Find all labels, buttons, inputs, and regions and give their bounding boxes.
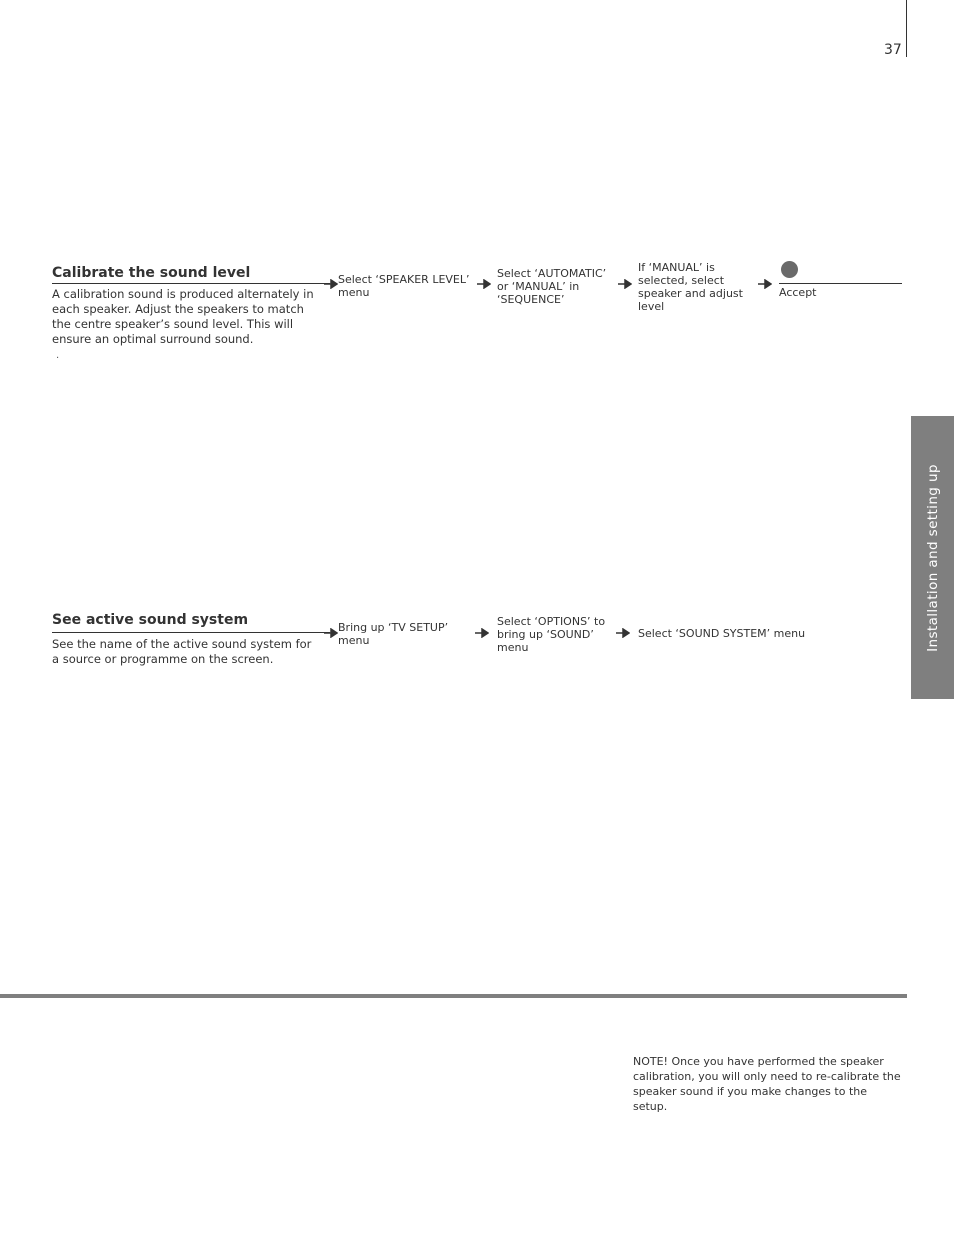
arrow-right-icon — [324, 628, 338, 638]
section-title-sound-system: See active sound system — [52, 612, 249, 628]
step-select-options: Select ‘OPTIONS’ to bring up ‘SOUND’ menu — [497, 615, 606, 654]
section-rule-sound-system — [52, 632, 330, 633]
stray-mark: . — [56, 350, 60, 361]
section-rule-calibrate — [52, 283, 330, 284]
section-description-calibrate: A calibration sound is produced alternately in each speaker. Adjust the speakers to match the centre speaker’s sound level. This will ensure an optimal surround sound. — [52, 287, 314, 346]
arrow-right-icon — [616, 628, 630, 638]
step-adjust-speaker-level: If ‘MANUAL’ is selected, select speaker and adjust level — [638, 261, 743, 313]
section-description-sound-system: See the name of the active sound system for a source or programme on the screen. — [52, 637, 312, 666]
dark-circle-button-icon — [781, 261, 798, 278]
step-accept: Accept — [779, 286, 817, 299]
section-title-calibrate: Calibrate the sound level — [52, 265, 251, 281]
step-select-speaker-level: Select ‘SPEAKER LEVEL’ menu — [338, 273, 470, 299]
side-tab — [911, 416, 954, 699]
bottom-band — [0, 994, 907, 998]
note-text: NOTE! Once you have performed the speaker calibration, you will only need to re-calibrate the speaker sound if you make changes to the setup. — [633, 1055, 901, 1113]
step-bring-up-tv-setup: Bring up ‘TV SETUP’ menu — [338, 621, 449, 647]
step-select-sound-system: Select ‘SOUND SYSTEM’ menu — [638, 627, 806, 640]
page-number: 37 — [884, 42, 902, 58]
arrow-right-icon — [758, 279, 772, 289]
step-select-automatic-manual: Select ‘AUTOMATIC’ or ‘MANUAL’ in ‘SEQUENCE’ — [497, 267, 607, 306]
top-margin-rule — [906, 0, 907, 57]
arrow-right-icon — [618, 279, 632, 289]
arrow-right-icon — [475, 628, 489, 638]
arrow-right-icon — [477, 279, 491, 289]
accept-rule — [779, 283, 902, 284]
side-tab-label: Installation and setting up — [924, 463, 941, 652]
arrow-right-icon — [324, 279, 338, 289]
